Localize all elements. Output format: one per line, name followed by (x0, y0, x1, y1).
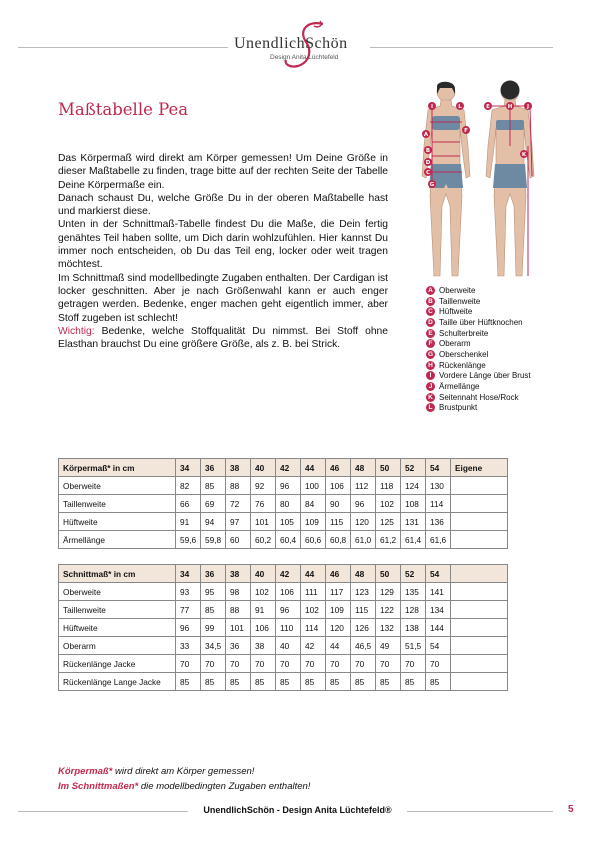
table-header-cell (451, 565, 508, 583)
table-cell: 94 (201, 513, 226, 531)
intro-paragraph-3: Unten in der Schnittmaß-Tabelle findest Du die Maße, die Dein fertig genähtes Teil haben sollte, um Dich darin wohlzufühlen. Hier kannst Du immer noch entscheiden, ob Du das Teil eng, locker oder weit tragen möchtest. (58, 219, 388, 271)
table-cell: 85 (176, 673, 201, 691)
body-measurement-table (58, 458, 508, 549)
table-cell: 106 (326, 477, 351, 495)
table-cell: 70 (326, 655, 351, 673)
legend-label: Taille über Hüftknochen (439, 317, 523, 327)
table-cell: 98 (226, 583, 251, 601)
table-cell: 38 (251, 637, 276, 655)
table-cell (451, 495, 508, 513)
legend-badge: C (426, 307, 435, 316)
table-cell: 44 (326, 637, 351, 655)
table-row (59, 601, 508, 619)
svg-text:J: J (526, 104, 530, 110)
table-cell: 115 (326, 513, 351, 531)
table-cell: 96 (176, 619, 201, 637)
legend-badge: A (426, 286, 435, 295)
table-cell: 120 (351, 513, 376, 531)
table-cell: 100 (301, 477, 326, 495)
table-row (59, 531, 508, 549)
legend-item (426, 296, 576, 307)
header-line-right (370, 47, 553, 48)
svg-text:F: F (464, 128, 468, 134)
table-cell: 129 (376, 583, 401, 601)
brand-logo (228, 18, 368, 70)
table-header-cell: 40 (251, 459, 276, 477)
table-cell: 70 (426, 655, 451, 673)
table-cell (451, 637, 508, 655)
table-cell: 91 (176, 513, 201, 531)
table-cell: 85 (426, 673, 451, 691)
table-header-row (59, 459, 508, 477)
legend-badge: J (426, 382, 435, 391)
table-row (59, 477, 508, 495)
table-cell: 110 (276, 619, 301, 637)
table-cell: 95 (201, 583, 226, 601)
table-cell: 117 (326, 583, 351, 601)
legend-item (426, 338, 576, 349)
table-cell: 85 (326, 673, 351, 691)
legend-item (426, 360, 576, 371)
table-cell: 80 (276, 495, 301, 513)
table-cell: 85 (201, 673, 226, 691)
legend-badge: E (426, 329, 435, 338)
table-cell: 111 (301, 583, 326, 601)
legend-badge: K (426, 393, 435, 402)
legend-label: Seitennaht Hose/Rock (439, 392, 519, 402)
table-cell: 123 (351, 583, 376, 601)
table-cell: 97 (226, 513, 251, 531)
table-cell: 60,8 (326, 531, 351, 549)
intro-text (58, 152, 388, 351)
legend-label: Oberweite (439, 285, 476, 295)
table-cell: 102 (301, 601, 326, 619)
table-row (59, 495, 508, 513)
intro-paragraph-2: Danach schaust Du, welche Größe Du in der oberen Maßtabelle hast und markierst diese. (58, 192, 388, 218)
table-cell: 99 (201, 619, 226, 637)
table-cell: 34,5 (201, 637, 226, 655)
table-cell: 128 (401, 601, 426, 619)
table-cell: 61,2 (376, 531, 401, 549)
legend-item (426, 317, 576, 328)
legend-item (426, 403, 576, 414)
legend-label: Oberschenkel (439, 349, 489, 359)
table-cell: 118 (376, 477, 401, 495)
legend-label: Brustpunkt (439, 403, 478, 413)
table-cell: 88 (226, 601, 251, 619)
table-cell: 49 (376, 637, 401, 655)
table-row (59, 583, 508, 601)
table-cell: 51,5 (401, 637, 426, 655)
table-header-cell: 36 (201, 459, 226, 477)
footnote-body (58, 766, 254, 777)
table-cell: 70 (276, 655, 301, 673)
table-cell (451, 619, 508, 637)
table-cell: 106 (276, 583, 301, 601)
table-cell: 96 (351, 495, 376, 513)
table-row (59, 513, 508, 531)
table-cell: 101 (251, 513, 276, 531)
intro-paragraph-4: Im Schnittmaß sind modellbedingte Zugaben enthalten. Der Cardigan ist locker geschnitten. Aber je nach Größenwahl kann er auch enger getragen werden. Bedenke, enger machen geht eigentlich immer, aber Stoff zugeben ist schlecht! (58, 272, 388, 324)
table-cell: 40 (276, 637, 301, 655)
table-cell: 85 (351, 673, 376, 691)
footnote-body-key: Körpermaß* (58, 766, 113, 777)
table-cell: 72 (226, 495, 251, 513)
table-header-cell: 38 (226, 459, 251, 477)
table-header-cell: 48 (351, 565, 376, 583)
svg-text:G: G (429, 182, 435, 188)
legend-badge: H (426, 361, 435, 370)
footnote-cut-key: Im Schnittmaßen* (58, 781, 139, 792)
svg-text:H: H (507, 104, 513, 110)
table-header-cell: 52 (401, 459, 426, 477)
table-cell: Ärmellänge (59, 531, 176, 549)
legend-item (426, 285, 576, 296)
legend-label: Vordere Länge über Brust (439, 371, 531, 381)
table-cell: Hüftweite (59, 513, 176, 531)
table-cell: 92 (251, 477, 276, 495)
table-header-cell: 42 (276, 459, 301, 477)
legend-badge: B (426, 297, 435, 306)
table-cell: 132 (376, 619, 401, 637)
table-cell: 82 (176, 477, 201, 495)
table-cell: 125 (376, 513, 401, 531)
table-header-cell: 50 (376, 459, 401, 477)
table-header-cell: Körpermaß* in cm (59, 459, 176, 477)
table-cell: 96 (276, 601, 301, 619)
table-header-cell: 44 (301, 565, 326, 583)
page-number: 5 (568, 804, 574, 815)
table-cell: 85 (401, 673, 426, 691)
table-cell: 70 (176, 655, 201, 673)
table-cell: 70 (351, 655, 376, 673)
important-label: Wichtig: (58, 325, 95, 337)
table-cell: 61,0 (351, 531, 376, 549)
table-cell: 101 (226, 619, 251, 637)
table-cell: 130 (426, 477, 451, 495)
table-cell (451, 477, 508, 495)
table-cell: 85 (376, 673, 401, 691)
table-header-cell: 46 (326, 565, 351, 583)
table-header-cell: 46 (326, 459, 351, 477)
table-header-cell: 34 (176, 565, 201, 583)
intro-paragraph-1: Das Körpermaß wird direkt am Körper gemessen! Um Deine Größe in dieser Maßtabelle zu finden, trage bitte auf der rechten Seite der Tabelle Deine Körpermaße ein. (58, 153, 388, 191)
table-cell: Taillenweite (59, 495, 176, 513)
legend-label: Taillenweite (439, 296, 481, 306)
table-cell: 85 (226, 673, 251, 691)
table-header-cell: 36 (201, 565, 226, 583)
table-cell: 120 (326, 619, 351, 637)
legend-item (426, 392, 576, 403)
table-cell: 59,6 (176, 531, 201, 549)
table-cell: 60,2 (251, 531, 276, 549)
table-cell: 77 (176, 601, 201, 619)
table-cell: 85 (251, 673, 276, 691)
table-cell: 109 (301, 513, 326, 531)
table-cell (451, 673, 508, 691)
table-cell: 46,5 (351, 637, 376, 655)
footnote-cut-text: die modellbedingten Zugaben enthalten! (138, 781, 311, 792)
table-header-cell: 54 (426, 565, 451, 583)
table-cell: 109 (326, 601, 351, 619)
table-cell (451, 655, 508, 673)
table-cell: 108 (401, 495, 426, 513)
table-cell: 90 (326, 495, 351, 513)
table-cell: Hüftweite (59, 619, 176, 637)
table-cell: 114 (426, 495, 451, 513)
table-cell: 122 (376, 601, 401, 619)
table-cell: Oberarm (59, 637, 176, 655)
table-cell: 114 (301, 619, 326, 637)
table-cell: 106 (251, 619, 276, 637)
table-cell: 76 (251, 495, 276, 513)
table-header-cell: 40 (251, 565, 276, 583)
table-cell (451, 513, 508, 531)
cut-measurement-table (58, 564, 508, 691)
table-cell: 136 (426, 513, 451, 531)
intro-paragraph-5 (58, 325, 388, 352)
table-cell: 70 (201, 655, 226, 673)
table-cell: 144 (426, 619, 451, 637)
table-cell: 61,6 (426, 531, 451, 549)
footnote-body-text: wird direkt am Körper gemessen! (112, 766, 255, 777)
table-cell: Oberweite (59, 477, 176, 495)
table-cell: 96 (276, 477, 301, 495)
table-cell: Rückenlänge Lange Jacke (59, 673, 176, 691)
table-cell: 84 (301, 495, 326, 513)
table-cell: 70 (301, 655, 326, 673)
legend-label: Rückenlänge (439, 360, 486, 370)
table-cell: 36 (226, 637, 251, 655)
table-header-cell: 34 (176, 459, 201, 477)
table-cell: 88 (226, 477, 251, 495)
table-cell: 115 (351, 601, 376, 619)
table-header-cell: 38 (226, 565, 251, 583)
logo-wordmark: UnendlichSchön (234, 35, 348, 52)
legend-label: Ärmellänge (439, 382, 480, 392)
table-cell: 93 (176, 583, 201, 601)
body-measurement-figure (408, 76, 543, 286)
svg-text:I: I (430, 104, 434, 110)
table-cell: 131 (401, 513, 426, 531)
legend-badge: F (426, 339, 435, 348)
table-cell: Taillenweite (59, 601, 176, 619)
legend-badge: I (426, 371, 435, 380)
table-cell: Oberweite (59, 583, 176, 601)
table-row (59, 673, 508, 691)
header-line-left (18, 47, 228, 48)
table-row (59, 655, 508, 673)
table-cell: 59,8 (201, 531, 226, 549)
table-cell: 134 (426, 601, 451, 619)
table-cell: 135 (401, 583, 426, 601)
table-header-row (59, 565, 508, 583)
legend-badge: L (426, 403, 435, 412)
svg-text:E: E (486, 104, 490, 110)
svg-text:C: C (425, 170, 431, 176)
svg-text:K: K (521, 152, 527, 158)
table-row (59, 619, 508, 637)
table-cell: 85 (301, 673, 326, 691)
table-cell: 54 (426, 637, 451, 655)
table-cell: 105 (276, 513, 301, 531)
table-cell: 60,6 (301, 531, 326, 549)
table-cell (451, 601, 508, 619)
table-cell: 66 (176, 495, 201, 513)
svg-text:L: L (458, 104, 462, 110)
legend-item (426, 349, 576, 360)
legend-label: Hüftweite (439, 307, 473, 317)
table-cell: 69 (201, 495, 226, 513)
footnote-cut (58, 781, 310, 792)
table-header-cell: Schnittmaß* in cm (59, 565, 176, 583)
table-row (59, 637, 508, 655)
svg-text:A: A (423, 132, 429, 138)
table-header-cell: Eigene (451, 459, 508, 477)
table-cell: 70 (376, 655, 401, 673)
legend-badge: G (427, 350, 434, 358)
table-header-cell: 48 (351, 459, 376, 477)
table-header-cell: 52 (401, 565, 426, 583)
table-cell: 141 (426, 583, 451, 601)
legend-badge: D (426, 318, 435, 327)
legend-item (426, 381, 576, 392)
table-header-cell: 54 (426, 459, 451, 477)
measurement-legend (426, 285, 576, 413)
table-cell: 60 (226, 531, 251, 549)
table-cell: 85 (201, 477, 226, 495)
table-cell (451, 531, 508, 549)
table-cell: 102 (251, 583, 276, 601)
table-cell: 70 (226, 655, 251, 673)
page-title: Maßtabelle Pea (58, 100, 189, 119)
legend-item (426, 306, 576, 317)
svg-text:B: B (425, 148, 431, 154)
table-cell: 102 (376, 495, 401, 513)
table-cell: 112 (351, 477, 376, 495)
legend-item (426, 328, 576, 339)
footer-text: UnendlichSchön - Design Anita Lüchtefeld® (203, 805, 392, 815)
legend-label: Schulterbreite (439, 328, 489, 338)
important-text: Bedenke, welche Stoffqualität Du nimmst. Bei Stoff ohne Elasthan brauchst Du eine größere Größe, als z. B. bei Strick. (58, 325, 388, 351)
legend-label: Oberarm (439, 339, 471, 349)
table-cell: 60,4 (276, 531, 301, 549)
table-cell: 124 (401, 477, 426, 495)
svg-text:D: D (425, 160, 431, 166)
table-cell: 138 (401, 619, 426, 637)
table-header-cell: 42 (276, 565, 301, 583)
table-cell: 61,4 (401, 531, 426, 549)
table-cell: 70 (401, 655, 426, 673)
table-cell: 85 (201, 601, 226, 619)
table-cell: 91 (251, 601, 276, 619)
table-header-cell: 50 (376, 565, 401, 583)
table-cell: 70 (251, 655, 276, 673)
table-cell: 85 (276, 673, 301, 691)
table-cell: 33 (176, 637, 201, 655)
table-cell: Rückenlänge Jacke (59, 655, 176, 673)
table-header-cell: 44 (301, 459, 326, 477)
table-cell (451, 583, 508, 601)
table-cell: 42 (301, 637, 326, 655)
legend-item (426, 371, 576, 382)
logo-subtitle: Design Anita Lüchtefeld (270, 54, 339, 61)
table-cell: 126 (351, 619, 376, 637)
